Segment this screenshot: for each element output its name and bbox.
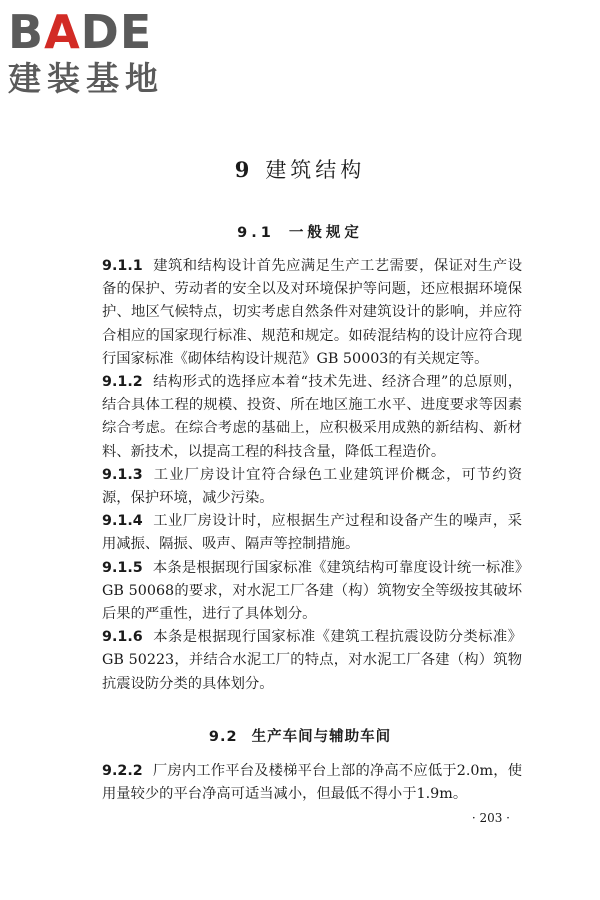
clause-text: 工业厂房设计时，应根据生产过程和设备产生的噪声，采用减振、隔振、吸声、隔声等控制措施。 [102,513,522,553]
section-9-2-body [102,760,522,806]
clause-text: 结构形式的选择应本着“技术先进、经济合理”的总原则，结合具体工程的规模、投资、所在地区施工水平、进度要求等因素综合考虑。在综合考虑的基础上，应积极采用成熟的新结构、新材料、新技术，以提高工程的科技含量，降低工程造价。 [102,374,522,460]
clause-number: 9.1.4 [102,513,143,530]
clause-9-1-6 [102,626,522,696]
logo-chinese-text: 建装基地 [8,59,164,98]
section-number: 9.2 [208,729,238,745]
section-number: 9.1 [237,225,275,241]
chapter-title-text: 建筑结构 [265,158,366,182]
logo-letters-de: DE [80,5,153,59]
clause-text: 工业厂房设计宜符合绿色工业建筑评价概念，可节约资源，保护环境，减少污染。 [102,466,522,507]
clause-9-1-1 [102,255,522,371]
clause-text: 建筑和结构设计首先应满足生产工艺需要，保证对生产设备的保护、劳动者的安全以及对环境保护等问题，还应根据环境保护、地区气候特点，切实考虑自然条件对建筑设计的影响，并应符合相应的国家现行标准、规范和规定。如砖混结构的设计应符合现行国家标准《砌体结构设计规范》GB 50003的有关规定等。 [102,258,522,367]
logo-wordmark [8,6,178,58]
clause-9-1-5 [102,557,522,627]
clause-number: 9.1.3 [102,466,143,483]
clause-9-1-2 [102,371,522,464]
clause-text: 本条是根据现行国家标准《建筑结构可靠度设计统一标准》GB 50068的要求，对水泥工厂各建（构）筑物安全等级按其破坏后果的严重性，进行了具体划分。 [102,559,522,623]
clause-9-1-3 [102,464,522,510]
section-title-text: 一般规定 [288,225,363,241]
clause-number: 9.1.6 [102,629,143,646]
clause-number: 9.2.2 [102,763,143,779]
clause-9-2-2 [102,760,522,806]
clause-9-1-4 [102,510,522,556]
clause-text: 本条是根据现行国家标准《建筑工程抗震设防分类标准》GB 50223，并结合水泥工厂的特点，对水泥工厂各建（构）筑物抗震设防分类的具体划分。 [102,629,522,692]
section-title-9-2 [0,725,600,746]
section-title-9-1 [0,221,600,242]
logo-letter-b: B [8,5,45,59]
clause-number: 9.1.5 [102,559,143,576]
chapter-title [0,154,600,184]
section-title-text: 生产车间与辅助车间 [251,729,392,745]
clause-number: 9.1.2 [102,374,143,391]
logo-letter-a-accent: A [44,5,81,59]
section-9-1-body [102,255,522,696]
clause-text: 厂房内工作平台及楼梯平台上部的净高不应低于2.0m，使用量较少的平台净高可适当减小，但最低不得小于1.9m。 [102,763,522,803]
clause-number: 9.1.1 [102,258,143,274]
chapter-number: 9 [234,157,254,182]
page-number: · 203 · [471,811,510,825]
bade-logo [8,6,178,98]
